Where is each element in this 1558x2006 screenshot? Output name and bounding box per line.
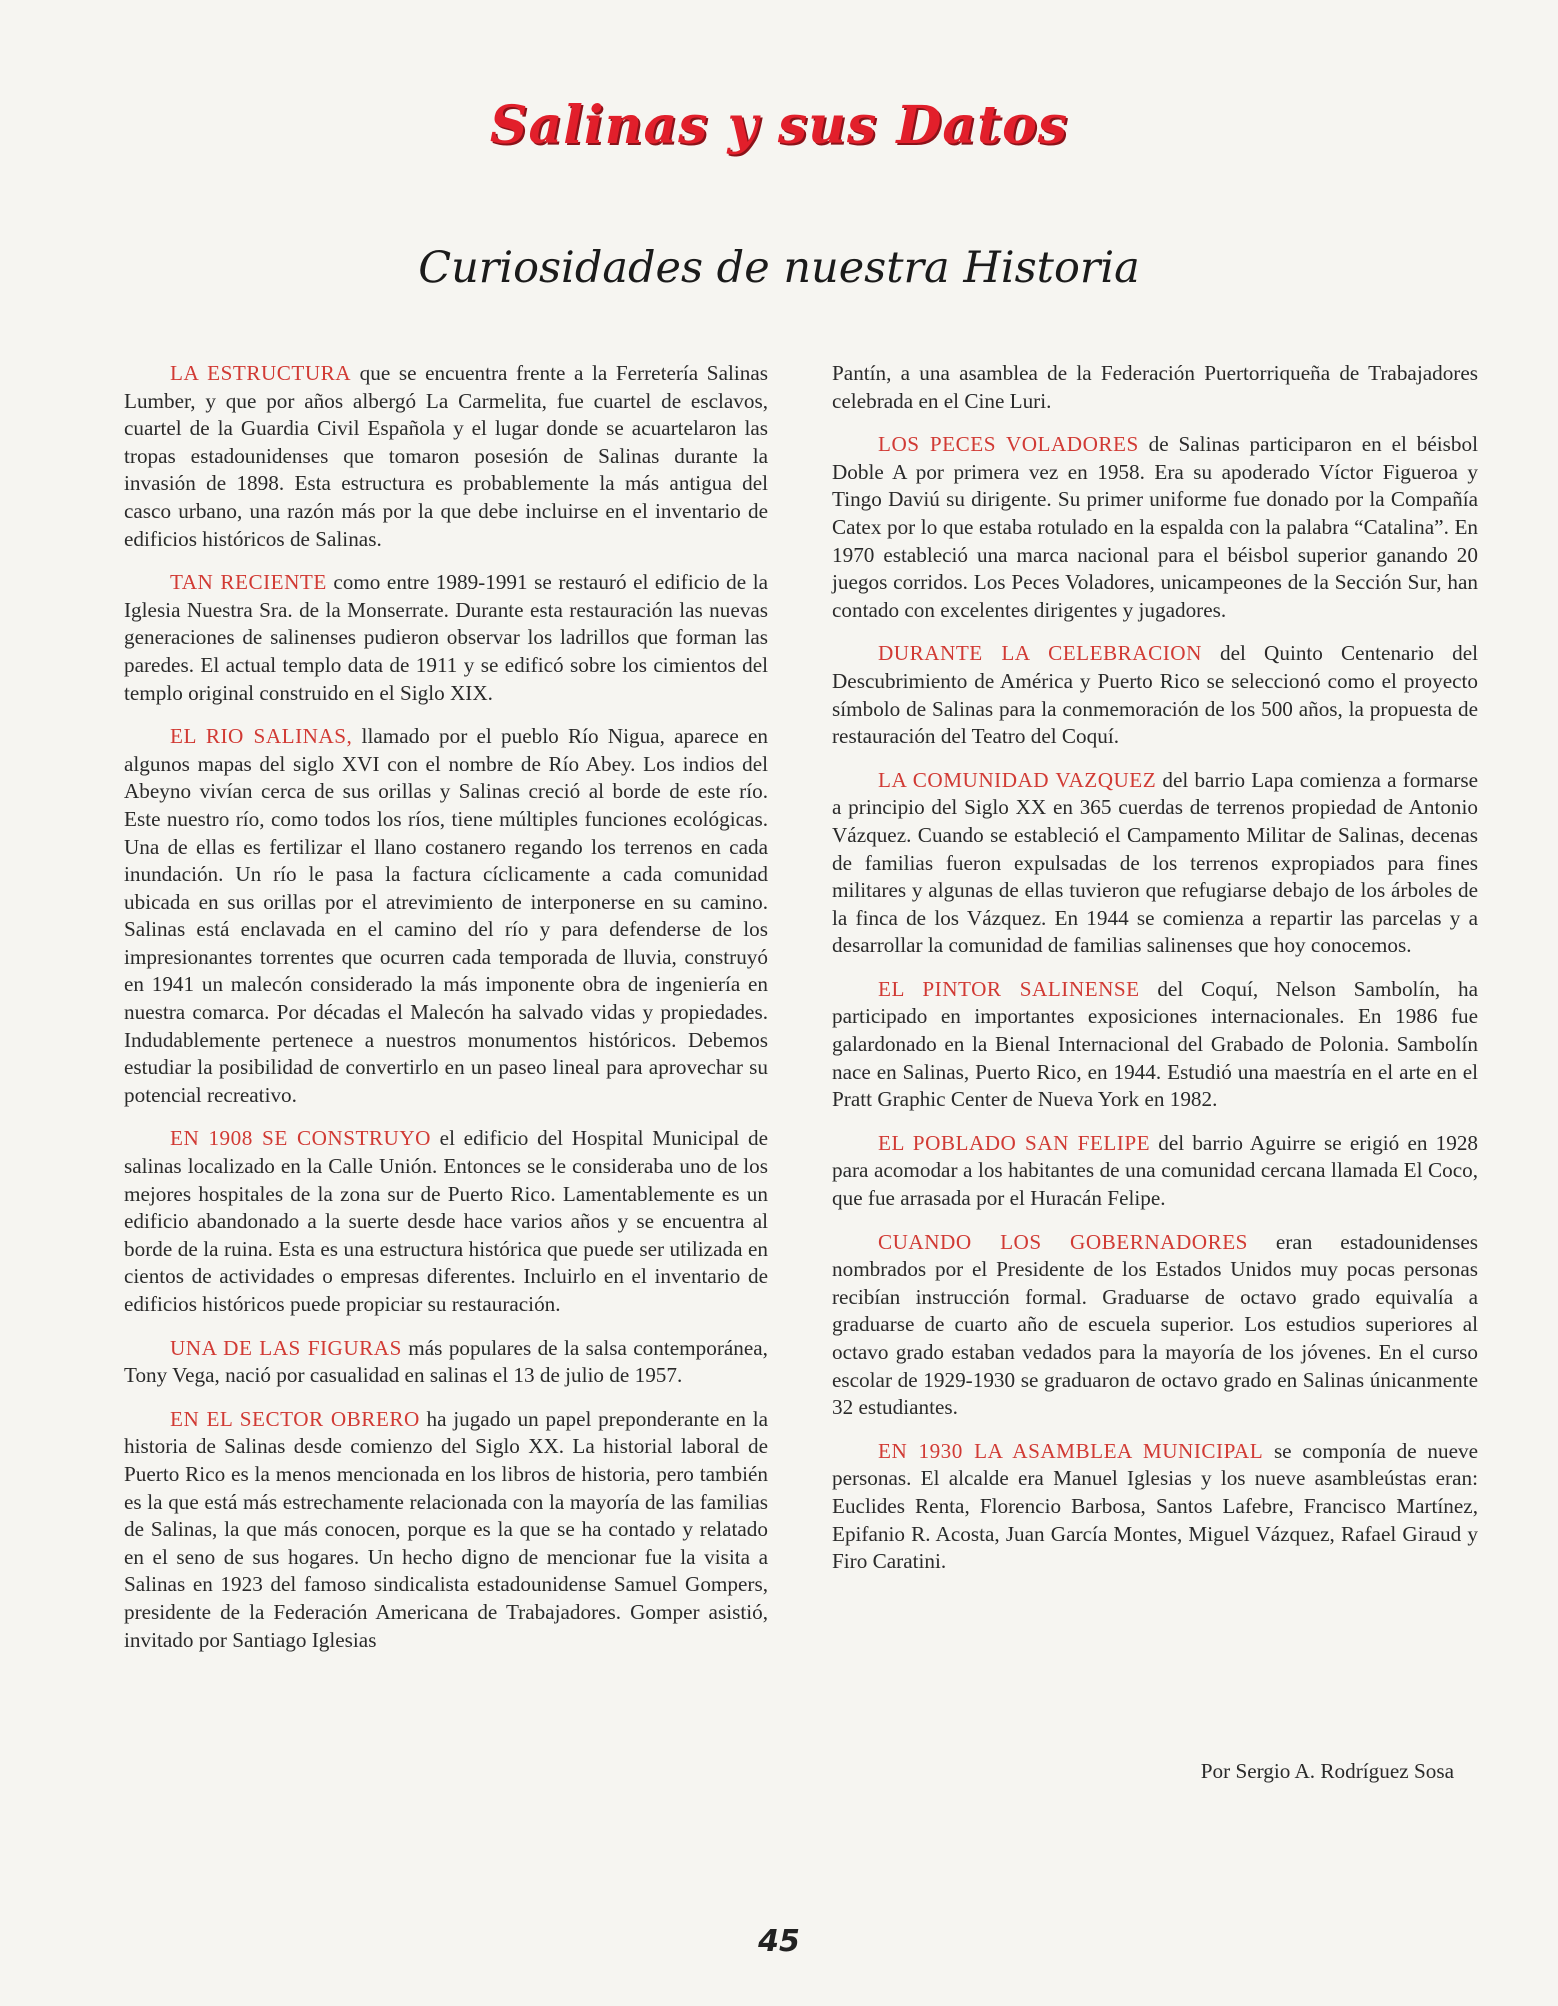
paragraph-figuras [124,1335,768,1390]
lead-in: CUANDO LOS GOBERNADORES [878,1229,1248,1254]
paragraph-text: del Quinto Centenario del Descubrimiento de América y Puerto Rico se seleccionó como el proyecto símbolo de Salinas para la conmemoración de los 500 años, la propuesta de restauración del Teatro del Coquí. [832,641,1479,749]
paragraph-san-felipe [832,1130,1478,1213]
paragraph-sector-obrero [124,1406,768,1654]
paragraph-text: como entre 1989-1991 se restauró el edificio de la Iglesia Nuestra Sra. de la Monserrate. Durante esta restauración las nuevas generaciones de salinenses pudieron observar los ladrillos que forman las paredes. El actual templo data de 1911 y se edificó sobre los cimientos del templo original construido en el Siglo XIX. [124,570,768,705]
paragraph-comunidad-vazquez [832,767,1478,960]
lead-in: EL RIO SALINAS, [170,724,353,749]
lead-in: LA ESTRUCTURA [170,361,352,385]
paragraph-text: del Coquí, Nelson Sambolín, ha participado en importantes exposiciones internacionales. En 1986 fue galardonado en la Bienal Internacional del Grabado de Polonia. Sambolín nace en Salinas, Puerto Rico, en 1944. Estudió una maestría en el arte en el Pratt Graphic Center de Nueva York en 1982. [832,976,1478,1112]
lead-in: EL POBLADO SAN FELIPE [878,1130,1151,1155]
right-column [832,360,1478,1592]
lead-in: EN 1908 SE CONSTRUYO [170,1126,431,1151]
paragraph-text: ha jugado un papel preponderante en la historia de Salinas desde comienzo del Siglo XX. La historial laboral de Puerto Rico es la menos mencionada en los libros de historia, pero también es la que está más estrechamente relacionada con la mayoría de las familias de Salinas, la que más conocen, porque es la que se ha contado y relatado en el seno de sus hogares. Un hecho digno de mencionar fue la visita a Salinas en 1923 del famoso sindicalista estadounidense Samuel Gompers, presidente de la Federación Americana de Trabajadores. Gomper asistió, invitado por Santiago Iglesias [124,1406,768,1652]
lead-in: TAN RECIENTE [170,570,327,595]
paragraph-hospital [124,1125,768,1318]
paragraph-text: del barrio Lapa comienza a formarse a principio del Siglo XX en 365 cuerdas de terrenos propiedad de Antonio Vázquez. Cuando se estableció el Campamento Militar de Salinas, decenas de familias fueron expulsadas de los terrenos expropiados para fines militares y algunas de ellas tuvieron que refugiarse debajo de los árboles de la finca de los Vázquez. En 1944 se comienza a repartir las parcelas y a desarrollar la comunidad de familias salinenses que hoy conocemos. [832,767,1479,958]
paragraph-text: se componía de nueve personas. El alcalde era Manuel Iglesias y los nueve asambleústas eran: Euclides Renta, Florencio Barbosa, Santos Lafebre, Francisco Martínez, Epifanio R. Acosta, Juan García Montes, Miguel Vázquez, Rafael Giraud y Firo Caratini. [832,1438,1478,1574]
paragraph-text: llamado por el pueblo Río Nigua, aparece en algunos mapas del siglo XVI con el nombre de Río Abey. Los indios del Abeyno vivían cerca de sus orillas y Salinas creció al borde de este río. Este nuestro río, como todos los ríos, tiene múltiples funciones ecológicas. Una de ellas es fertilizar el llano costanero regando los terrenos en cada inundación. Un río le pasa la factura cíclicamente a cada comunidad ubicada en sus orillas por el atrevimiento de interponerse en su camino. Salinas está enclavada en el camino del río y para defenderse de los impresionantes torrentes que ocurren cada temporada de lluvia, construyó en 1941 un malecón considerado la más imponente obra de ingeniería en nuestra comarca. Por décadas el Malecón ha salvado vidas y propiedades. Indudablemente pertenece a nuestros monumentos históricos. Debemos estudiar la posibilidad de convertirlo en un paseo lineal para aprovechar su potencial recreativo. [124,724,768,1107]
lead-in: DURANTE LA CELEBRACION [878,641,1202,666]
lead-in: LOS PECES VOLADORES [878,432,1139,457]
paragraph-continued [832,360,1478,415]
paragraph-text: del barrio Aguirre se erigió en 1928 para acomodar a los habitantes de una comunidad cercana llamada El Coco, que fue arrasada por el Huracán Felipe. [832,1130,1479,1211]
paragraph-text: de Salinas participaron en el béisbol Doble A por primera vez en 1958. Era su apoderado Víctor Figueroa y Tingo Daviú su dirigente. Su primer uniforme fue donado por la Compañía Catex por lo que estaba rotulado en la espalda con la palabra “Catalina”. En 1970 estableció una marca nacional para el béisbol superior ganando 20 juegos corridos. Los Peces Voladores, unicampeones de la Sección Sur, han contado con excelentes dirigentes y jugadores. [832,432,1478,622]
paragraph-text: eran estadounidenses nombrados por el Presidente de los Estados Unidos muy pocas personas recibían instrucción formal. Graduarse de octavo grado equivalía a graduarse de cuarto año de escuela superior. Los estudios superiores al octavo grado estaban vedados para la mayoría de los jóvenes. En el curso escolar de 1929-1930 se graduaron de octavo grado en Salinas únicanmente 32 estudiantes. [832,1229,1478,1420]
paragraph-text: que se encuentra frente a la Ferretería Salinas Lumber, y que por años albergó La Carmelita, fue cuartel de esclavos, cuartel de la Guardia Civil Española y el lugar donde se acuartelaron las tropas estadounidenses que tomaron posesión de Salinas durante la invasión de 1898. Esta estructura es probablemente la más antigua del casco urbano, una razón más por la que debe incluirse en el inventario de edificios históricos de Salinas. [124,361,769,551]
author-byline: Por Sergio A. Rodríguez Sosa [1200,1759,1454,1783]
paragraph-rio-salinas [124,723,768,1109]
lead-in: EN EL SECTOR OBRERO [170,1406,420,1431]
paragraph-text: el edificio del Hospital Municipal de salinas localizado en la Calle Unión. Entonces se le consideraba uno de los mejores hospitales de la zona sur de Puerto Rico. Lamentablemente es un edificio abandonado a la suerte desde hace varios años y se encuentra al borde de la ruina. Esta es una estructura histórica que puede ser utilizada en cientos de actividades o empresas diferentes. Incluirlo en el inventario de edificios históricos puede propiciar su restauración. [124,1126,768,1316]
lead-in: EN 1930 LA ASAMBLEA MUNICIPAL [878,1438,1264,1463]
paragraph-tan-reciente [124,569,768,707]
lead-in: UNA DE LAS FIGURAS [170,1335,402,1360]
article-title: Curiosidades de nuestra Historia [418,243,1140,293]
masthead-title: Salinas y sus Datos [489,95,1069,156]
paragraph-celebracion [832,640,1478,750]
paragraph-pintor [832,976,1478,1114]
paragraph-gobernadores [832,1229,1478,1422]
paragraph-asamblea [832,1438,1478,1576]
lead-in: EL PINTOR SALINENSE [878,976,1140,1001]
paragraph-text: Pantín, a una asamblea de la Federación Puertorriqueña de Trabajadores celebrada en el Cine Luri. [832,361,1478,413]
lead-in: LA COMUNIDAD VAZQUEZ [878,767,1157,792]
left-column [124,360,768,1670]
paragraph-peces-voladores [832,431,1478,624]
page-number: 45 [758,1924,800,1959]
paragraph-text: más populares de la salsa contemporánea, Tony Vega, nació por casualidad en salinas el 13 de julio de 1957. [124,1335,768,1388]
paragraph-estructura [124,360,768,553]
